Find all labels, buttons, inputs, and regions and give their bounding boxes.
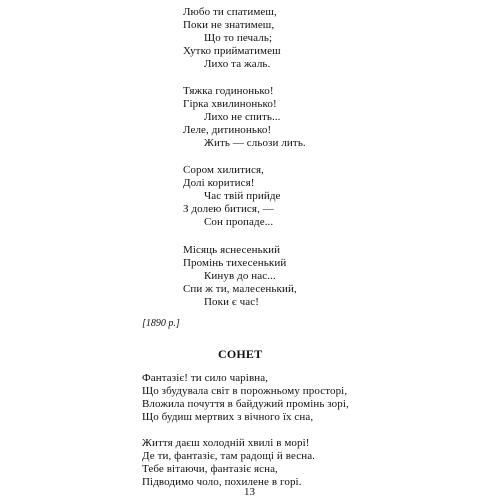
poem-title: СОНЕТ [218,347,263,361]
poem1-stanza2-line5: Жить — сльози лить. [204,137,306,149]
poem1-stanza3-line4: З долею битися, — [183,203,274,215]
sonnet-stanza1-line1: Фантазіє! ти сило чарівна, [142,372,269,384]
poem1-stanza4-line2: Промінь тихесенький [183,257,287,269]
poem1-stanza2-line4: Леле, дитинонько! [183,124,272,136]
sonnet-stanza2-line1: Життя даєш холодній хвилі в морі! [142,437,310,449]
poem1-stanza3-line5: Сон пропаде... [204,216,274,228]
poem1-stanza1-line4: Хутко прийматимеш [183,45,281,57]
poem1-stanza4-line3: Кинув до нас... [204,270,276,282]
poem1-stanza3-line2: Долі коритися! [183,177,255,189]
sonnet-stanza2-line2: Де ти, фантазіє, там радощі й весна. [142,450,316,462]
poem1-stanza1-line3: Що то печаль; [204,32,273,44]
poem1-stanza3-line1: Сором хилитися, [183,164,264,176]
poem1-stanza1-line1: Любо ти спатимеш, [183,6,277,18]
page-number: 13 [244,486,255,498]
poem1-stanza4-line1: Місяць яснесенький [183,244,281,256]
poem1-stanza2-line1: Тяжка годинонько! [183,85,274,97]
sonnet-stanza2-line4: Підводимо чоло, похилене в горі. [142,476,302,488]
poem1-stanza1-line5: Лихо та жаль. [204,58,271,70]
poem-date: [1890 р.] [142,318,180,329]
poem1-stanza4-line5: Поки є час! [204,296,259,308]
sonnet-stanza2-line3: Тебе вітаючи, фантазіє ясна, [142,463,278,475]
poem1-stanza2-line2: Гірка хвилинонько! [183,98,277,110]
poem1-stanza4-line4: Спи ж ти, малесенький, [183,283,297,295]
poem1-stanza2-line3: Лихо не спить... [204,111,281,123]
sonnet-stanza1-line3: Вложила почуття в байдужий промінь зорі, [142,398,349,410]
poem1-stanza1-line2: Поки не знатимеш, [183,19,275,31]
sonnet-stanza1-line4: Що будиш мертвих з вічного їх сна, [142,411,314,423]
sonnet-stanza1-line2: Що збудувала світ в порожньому просторі, [142,385,348,397]
poem1-stanza3-line3: Час твій прийде [204,190,281,202]
